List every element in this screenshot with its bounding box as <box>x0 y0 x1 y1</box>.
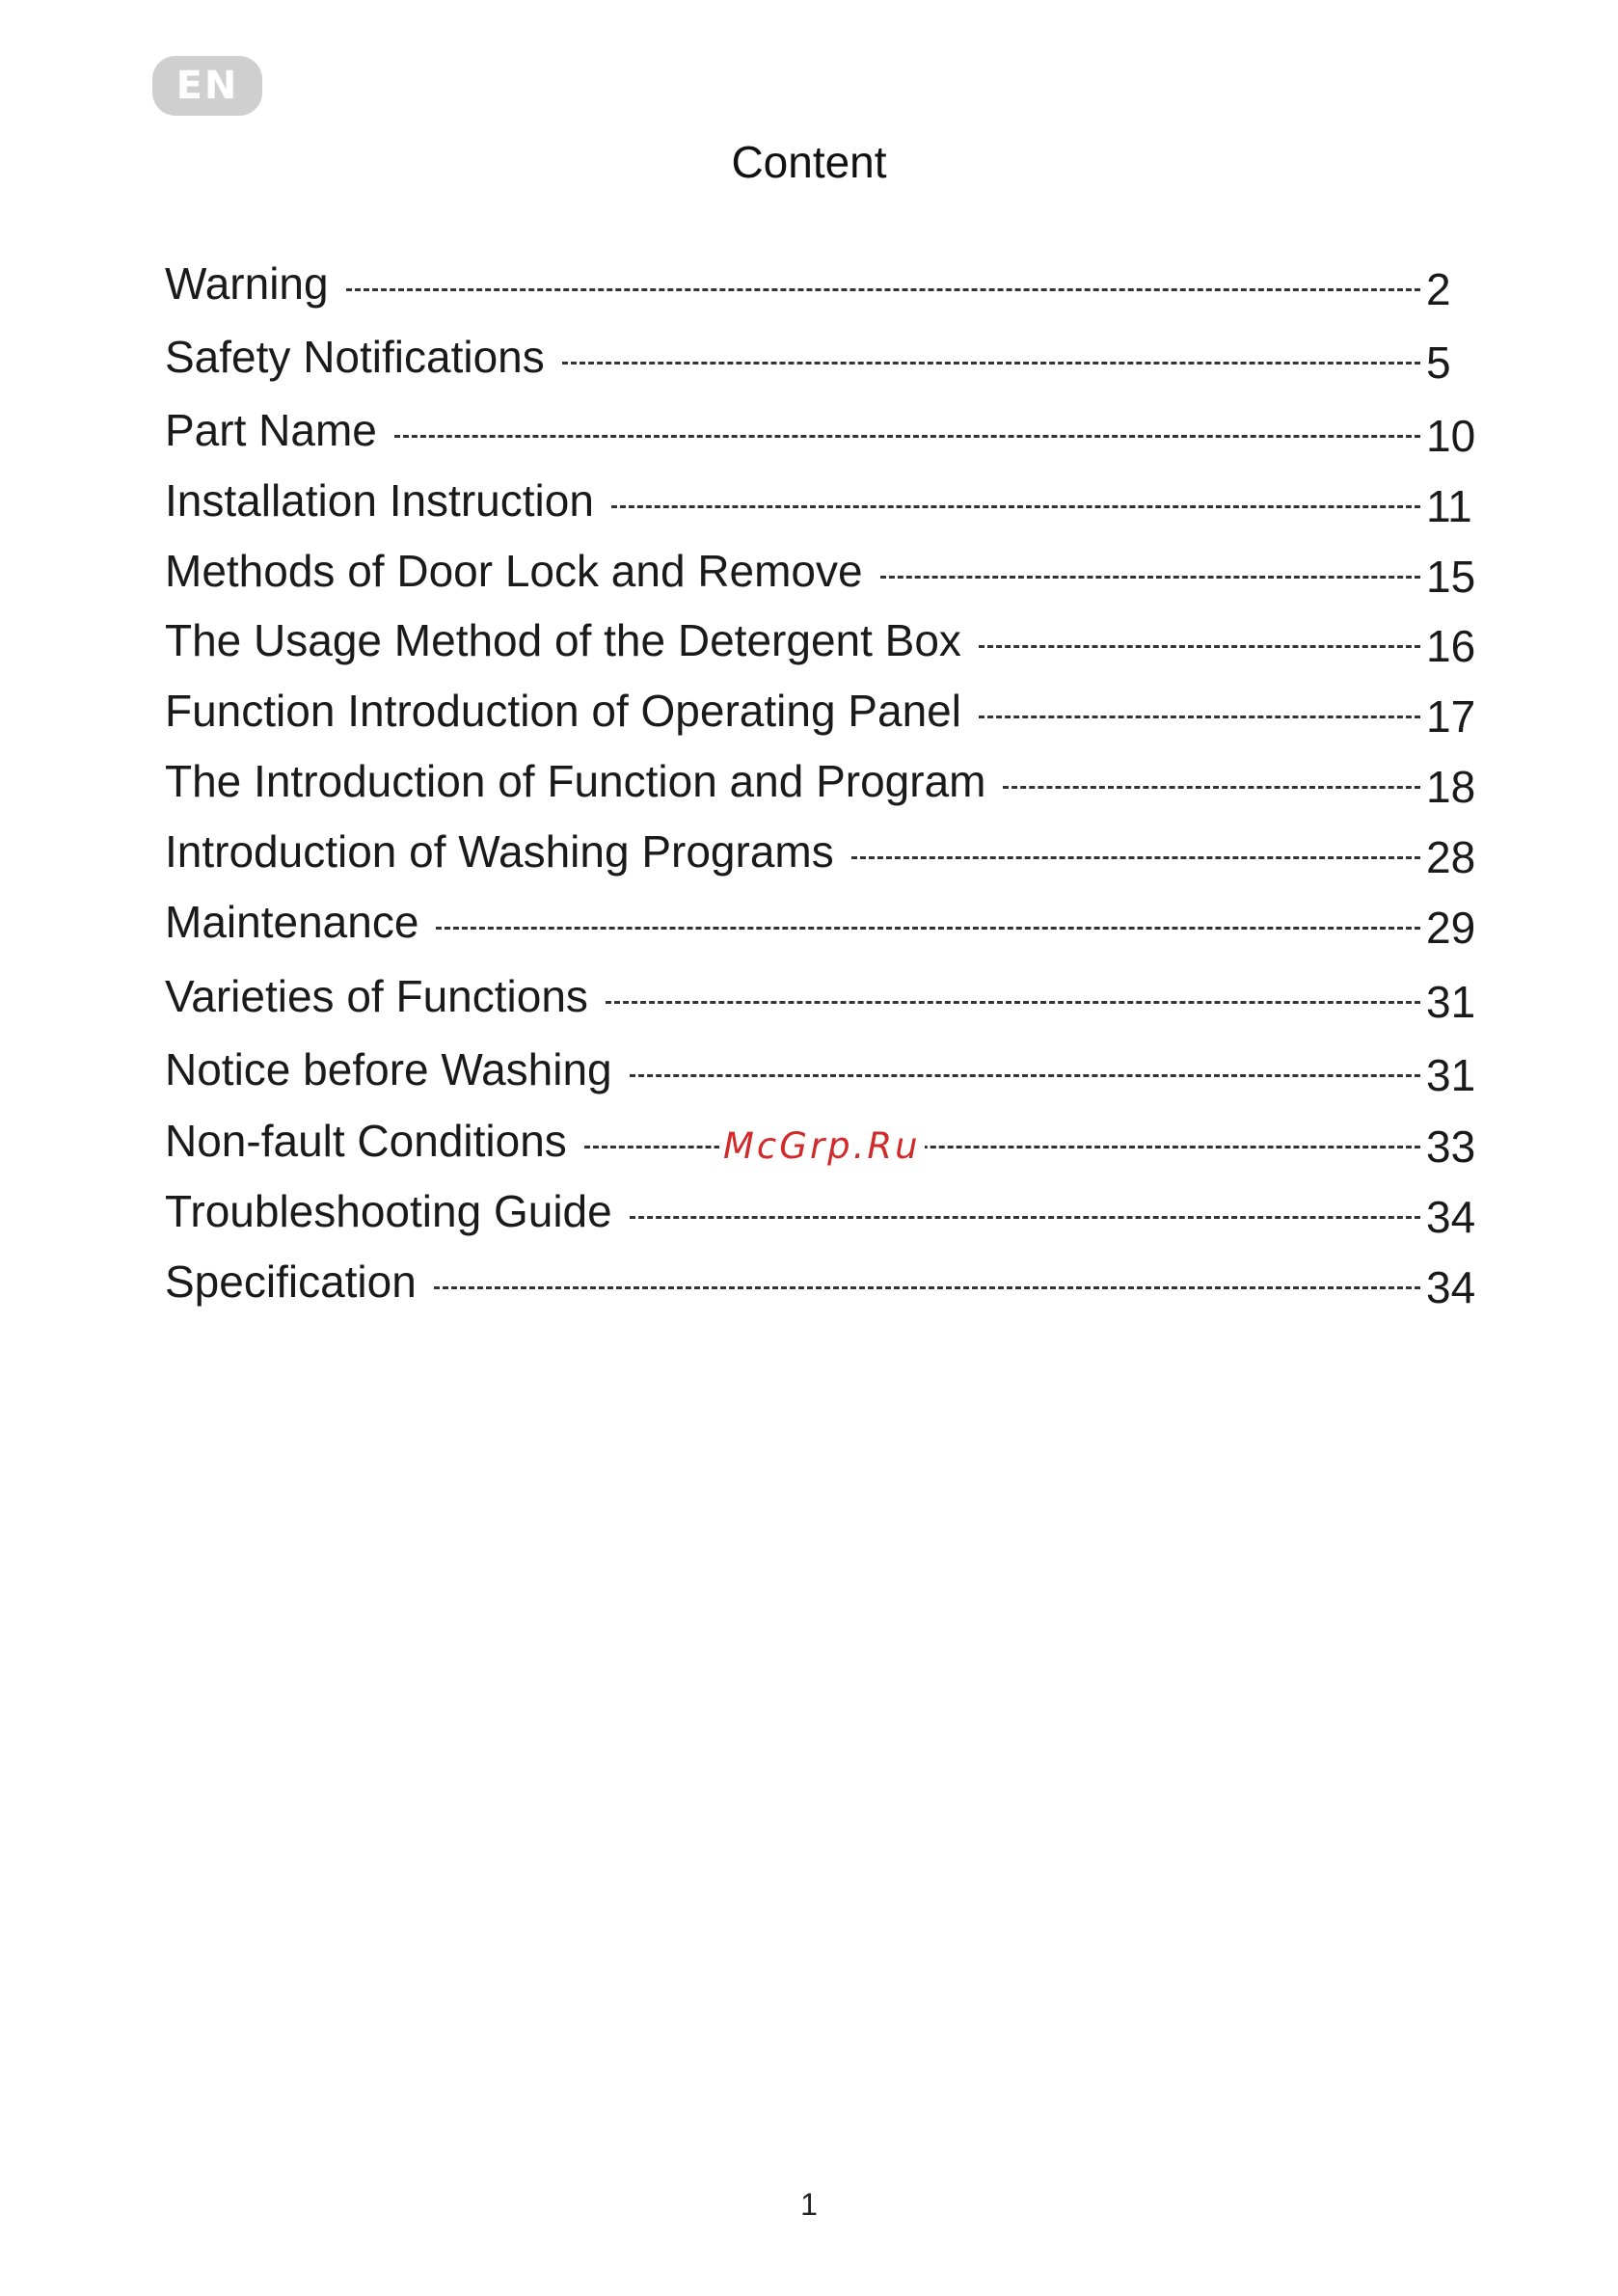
toc-entry-maintenance[interactable] <box>165 891 1478 953</box>
toc-entry-page: 31 <box>1426 977 1476 1027</box>
toc-entry-label: Function Introduction of Operating Panel <box>165 686 961 736</box>
toc-dotted-leader <box>606 1001 1420 1004</box>
toc-entry-operating-panel[interactable] <box>165 680 1478 742</box>
toc-entry-label: Troubleshooting Guide <box>165 1186 612 1236</box>
toc-entry-label: Notice before Washing <box>165 1044 612 1094</box>
toc-entry-notice-before-washing[interactable] <box>165 1039 1478 1100</box>
toc-dotted-leader <box>979 645 1420 648</box>
toc-dotted-leader <box>1003 786 1420 789</box>
toc-entry-page: 31 <box>1426 1050 1476 1100</box>
toc-entry-page: 17 <box>1426 691 1476 742</box>
toc-entry-label: Introduction of Washing Programs <box>165 826 834 877</box>
toc-entry-label: Warning <box>165 258 329 309</box>
toc-entry-page: 11 <box>1426 481 1472 531</box>
toc-entry-page: 34 <box>1426 1192 1476 1242</box>
toc-dotted-leader <box>611 505 1420 508</box>
page-number: 1 <box>800 2187 818 2222</box>
toc-entry-label: Safety Notifications <box>165 332 545 382</box>
toc-dotted-leader <box>436 927 1420 930</box>
toc-entry-page: 28 <box>1426 832 1476 882</box>
toc-entry-troubleshooting-guide[interactable] <box>165 1180 1478 1242</box>
toc-entry-label: Maintenance <box>165 897 419 947</box>
toc-entry-page: 10 <box>1426 411 1476 461</box>
toc-dotted-leader <box>630 1074 1420 1077</box>
toc-entry-page: 5 <box>1426 338 1451 388</box>
toc-entry-part-name[interactable] <box>165 399 1478 461</box>
toc-entry-methods-of-door-lock[interactable] <box>165 540 1478 602</box>
toc-entry-page: 33 <box>1426 1121 1476 1172</box>
toc-entry-page: 18 <box>1426 762 1476 812</box>
toc-entry-page: 34 <box>1426 1262 1476 1312</box>
toc-entry-page: 2 <box>1426 264 1451 314</box>
toc-entry-washing-programs[interactable] <box>165 821 1478 882</box>
toc-dotted-leader <box>434 1286 1420 1289</box>
toc-dotted-leader <box>979 716 1420 718</box>
toc-dotted-leader <box>562 362 1420 365</box>
toc-dotted-leader <box>584 1146 1420 1148</box>
toc-dotted-leader <box>630 1216 1420 1219</box>
toc-dotted-leader <box>346 288 1420 291</box>
toc-entry-label: Installation Instruction <box>165 475 594 526</box>
toc-entry-safety-notifications[interactable] <box>165 326 1478 388</box>
toc-entry-function-and-program[interactable] <box>165 750 1478 812</box>
toc-entry-label: The Usage Method of the Detergent Box <box>165 615 961 665</box>
page-title: Content <box>731 137 887 187</box>
toc-entry-label: The Introduction of Function and Program <box>165 756 986 806</box>
toc-entry-label: Methods of Door Lock and Remove <box>165 546 863 596</box>
language-badge: EN <box>152 56 262 116</box>
toc-entry-page: 15 <box>1426 552 1476 602</box>
toc-entry-installation-instruction[interactable] <box>165 470 1478 531</box>
toc-entry-page: 29 <box>1426 903 1476 953</box>
toc-entry-page: 16 <box>1426 621 1476 671</box>
toc-entry-specification[interactable] <box>165 1251 1478 1312</box>
toc-dotted-leader <box>851 856 1420 859</box>
toc-entry-label: Varieties of Functions <box>165 971 588 1021</box>
toc-entry-warning[interactable] <box>165 253 1478 314</box>
watermark-text: McGrp.Ru <box>719 1125 925 1167</box>
toc-entry-label: Specification <box>165 1256 417 1307</box>
toc-dotted-leader <box>880 576 1420 579</box>
toc-entry-label: Non-fault Conditions <box>165 1116 567 1166</box>
toc-entry-detergent-box[interactable] <box>165 609 1478 671</box>
toc-entry-label: Part Name <box>165 405 377 455</box>
toc-entry-varieties-of-functions[interactable] <box>165 965 1478 1027</box>
toc-dotted-leader <box>394 435 1420 438</box>
